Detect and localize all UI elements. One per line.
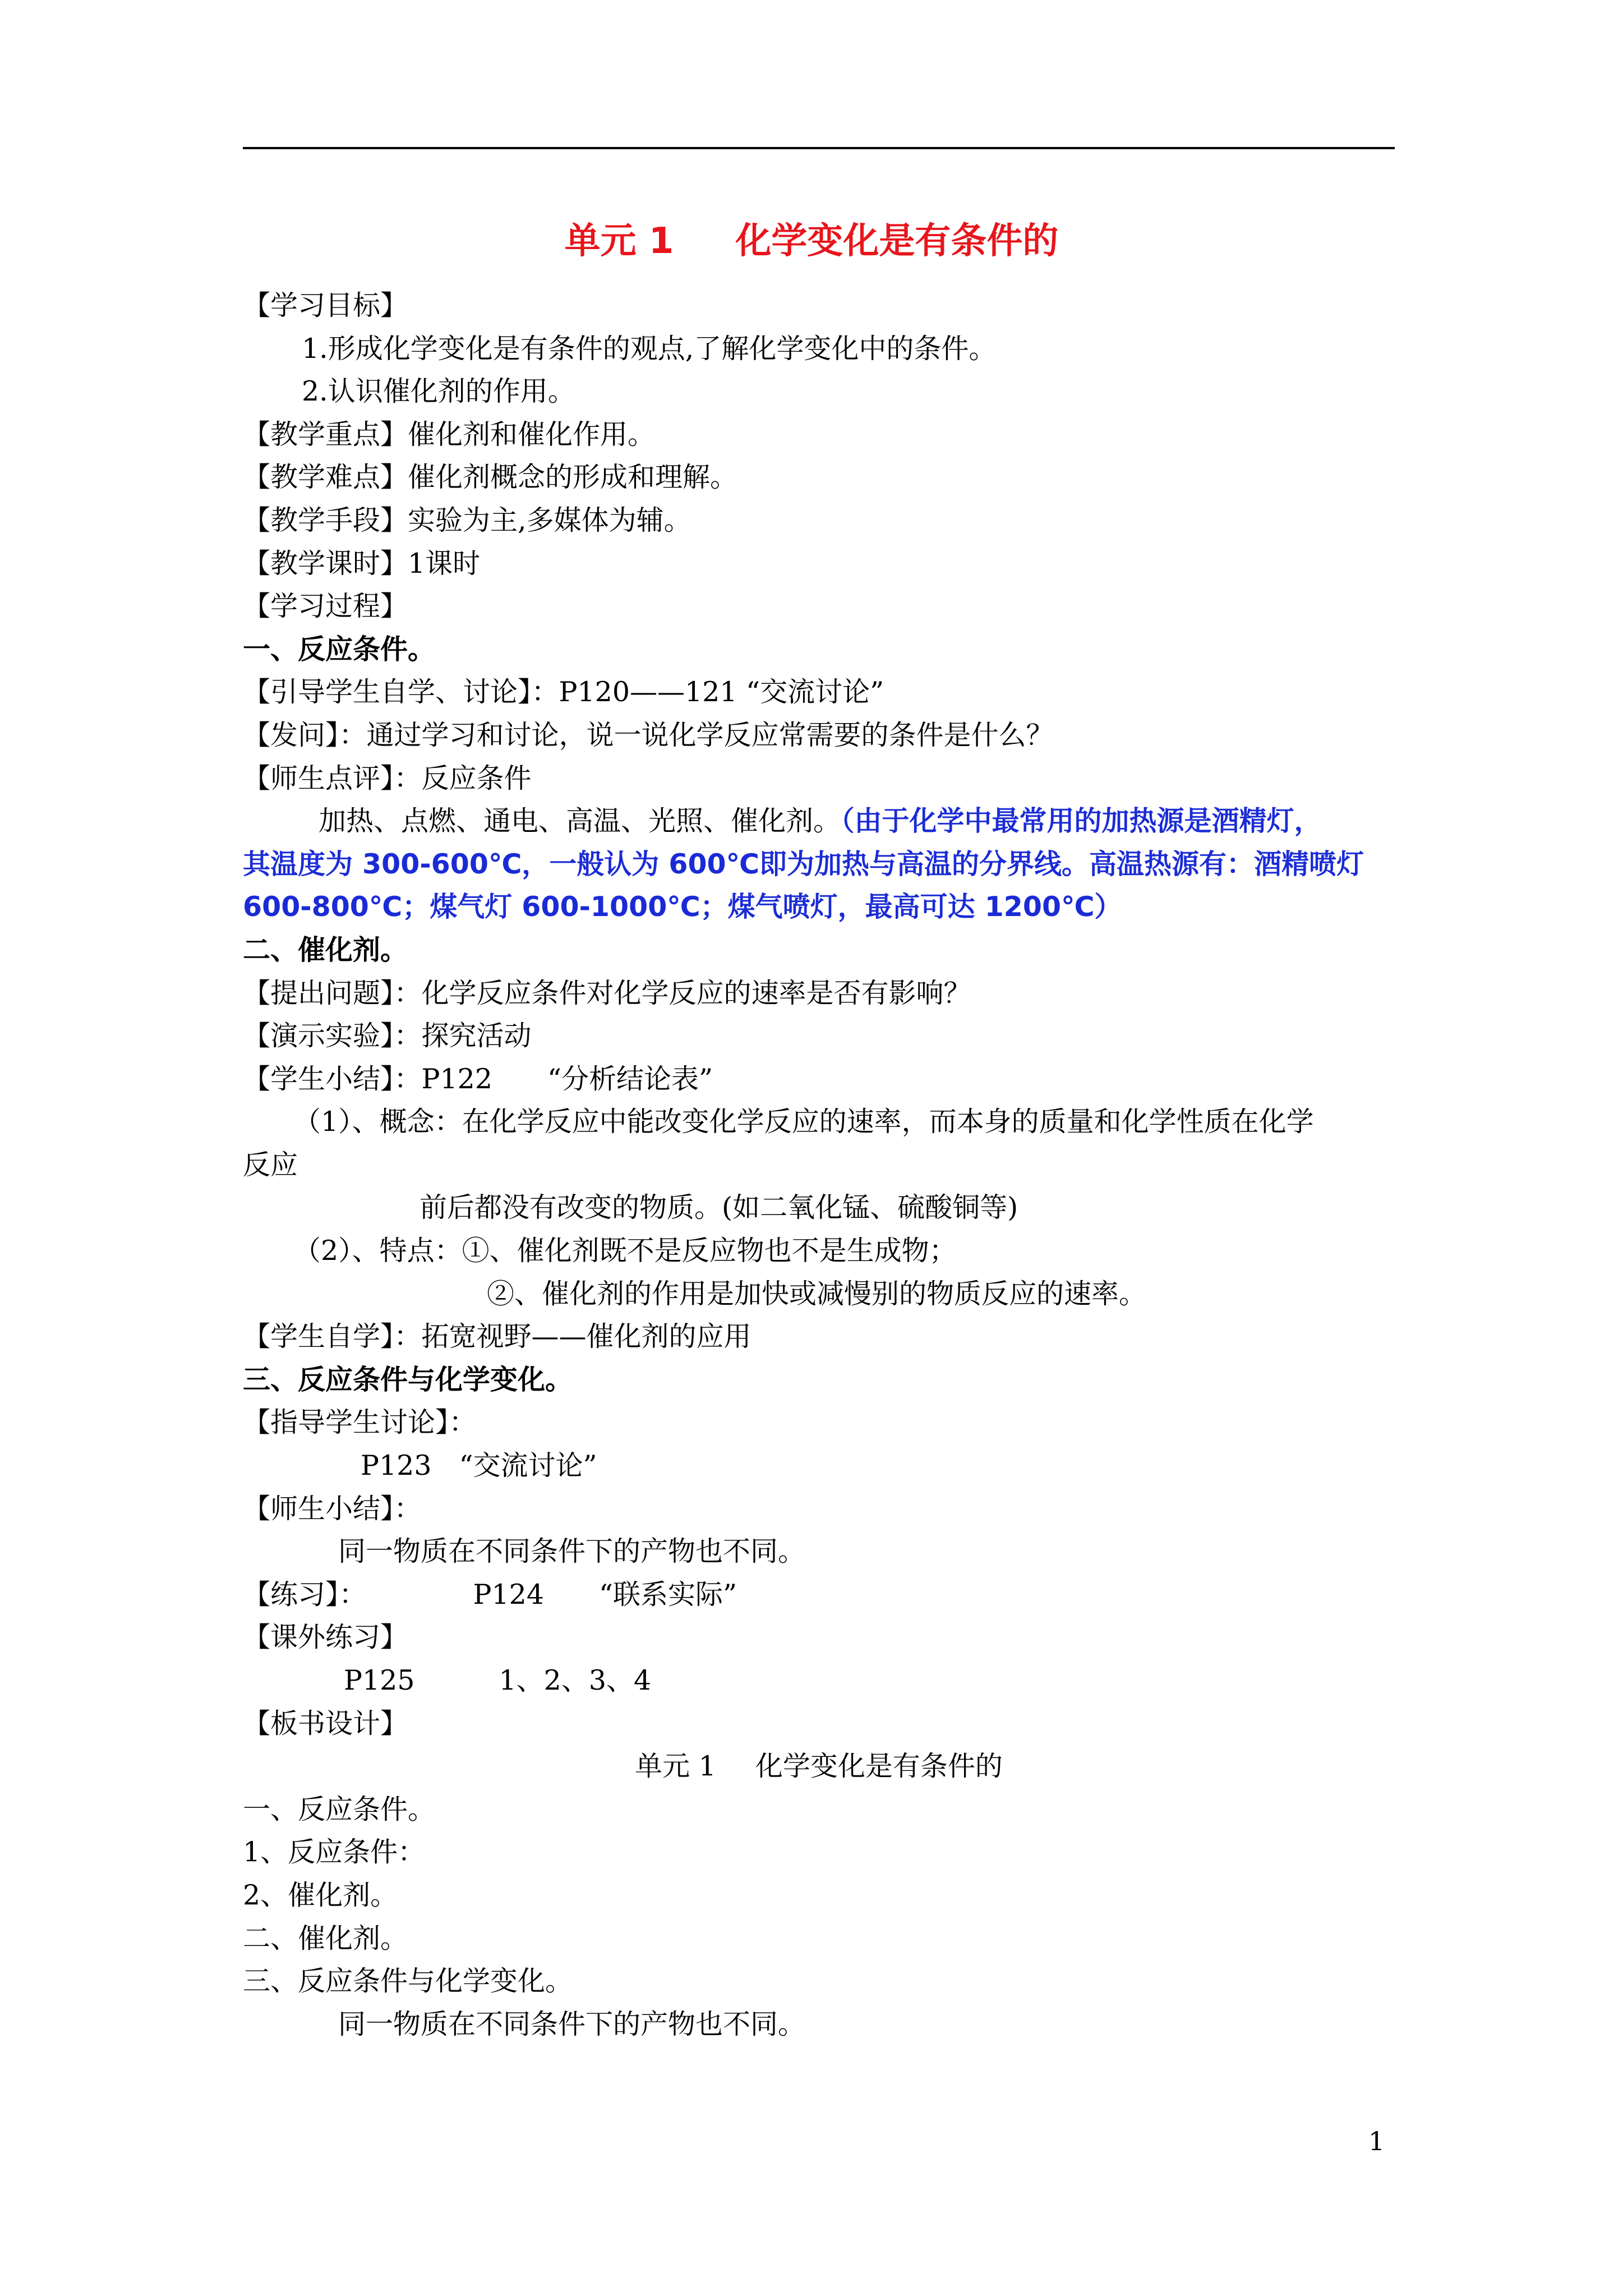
text-line — [243, 1659, 1395, 1703]
highlight-note: 其温度为 300-600℃，一般认为 600℃即为加热与高温的分界线。高温热源有：酒精喷灯 — [243, 848, 1364, 880]
condition-list: 加热、点燃、通电、高温、光照、催化剂。 — [319, 805, 841, 838]
document-title — [0, 213, 1623, 269]
board-unit: 单元 1 — [635, 1750, 716, 1783]
text-line: P123 “交流讨论” — [361, 1450, 597, 1482]
header-rule — [243, 147, 1395, 149]
board-line: 1、反应条件： — [243, 1836, 426, 1869]
text-line — [243, 1573, 1395, 1617]
text-line: 【发问】：通过学习和讨论，说一说化学反应常需要的条件是什么？ — [243, 719, 1054, 751]
text-line: ②、催化剂的作用是加快或减慢别的物质反应的速率。 — [487, 1277, 1147, 1310]
board-line: 2、催化剂。 — [243, 1879, 398, 1911]
section-heading: 【学习目标】 — [243, 289, 408, 321]
text-line: （1）、概念：在化学反应中能改变化学反应的速率，而本身的质量和化学性质在化学 — [293, 1106, 1314, 1138]
text-line: 【学生小结】：P122 “分析结论表” — [243, 1062, 713, 1095]
exercise-label: 【练习】： — [243, 1578, 367, 1611]
homework-items: 1、2、3、4 — [499, 1664, 652, 1696]
board-title-text: 化学变化是有条件的 — [755, 1750, 1003, 1783]
text-line: 【教学手段】实验为主,多媒体为辅。 — [243, 504, 691, 536]
part-heading: 三、反应条件与化学变化。 — [243, 1363, 573, 1396]
text-line: 【师生小结】： — [243, 1492, 422, 1525]
text-line: 【教学课时】1课时 — [243, 547, 481, 579]
text-line — [243, 800, 1395, 843]
highlight-note: 600-800℃；煤气灯 600-1000℃；煤气喷灯，最高可达 1200℃） — [243, 891, 1122, 923]
document-body — [243, 284, 1395, 2046]
text-line: 反应 — [243, 1148, 298, 1181]
part-heading: 一、反应条件。 — [243, 633, 436, 665]
text-line: （2）、特点：①、催化剂既不是反应物也不是生成物； — [293, 1235, 957, 1267]
homework-page: P125 — [344, 1664, 415, 1696]
section-heading: 【学习过程】 — [243, 590, 408, 623]
text-line: 【提出问题】：化学反应条件对化学反应的速率是否有影响？ — [243, 977, 971, 1009]
section-heading: 【课外练习】 — [243, 1621, 408, 1654]
board-line: 二、催化剂。 — [243, 1922, 408, 1954]
highlight-note: （由于化学中最常用的加热源是酒精灯， — [841, 805, 1322, 838]
part-heading: 二、催化剂。 — [243, 933, 408, 966]
title-text: 化学变化是有条件的 — [735, 220, 1059, 262]
text-line: 【师生点评】：反应条件 — [243, 762, 532, 794]
board-line: 同一物质在不同条件下的产物也不同。 — [338, 2008, 806, 2040]
page-number: 1 — [1368, 2126, 1385, 2156]
text-line: 【演示实验】：探究活动 — [243, 1020, 532, 1052]
objective-item: 2.认识催化剂的作用。 — [302, 375, 575, 408]
text-line: 同一物质在不同条件下的产物也不同。 — [338, 1535, 806, 1568]
title-unit: 单元 1 — [564, 220, 674, 262]
section-heading: 【板书设计】 — [243, 1707, 408, 1740]
text-line: 【教学重点】催化剂和催化作用。 — [243, 418, 656, 450]
board-line: 一、反应条件。 — [243, 1793, 436, 1825]
board-line: 三、反应条件与化学变化。 — [243, 1965, 573, 1998]
text-line: 【学生自学】：拓宽视野——催化剂的应用 — [243, 1320, 751, 1353]
text-line: 前后都没有改变的物质。(如二氧化锰、硫酸铜等) — [419, 1191, 1018, 1224]
board-title — [243, 1745, 1395, 1788]
objective-item: 1.形成化学变化是有条件的观点,了解化学变化中的条件。 — [302, 332, 997, 365]
exercise-ref: P124 “联系实际” — [473, 1578, 737, 1611]
text-line: 【指导学生讨论】： — [243, 1406, 477, 1439]
text-line: 【引导学生自学、讨论】：P120——121 “交流讨论” — [243, 676, 884, 708]
text-line: 【教学难点】催化剂概念的形成和理解。 — [243, 461, 738, 494]
